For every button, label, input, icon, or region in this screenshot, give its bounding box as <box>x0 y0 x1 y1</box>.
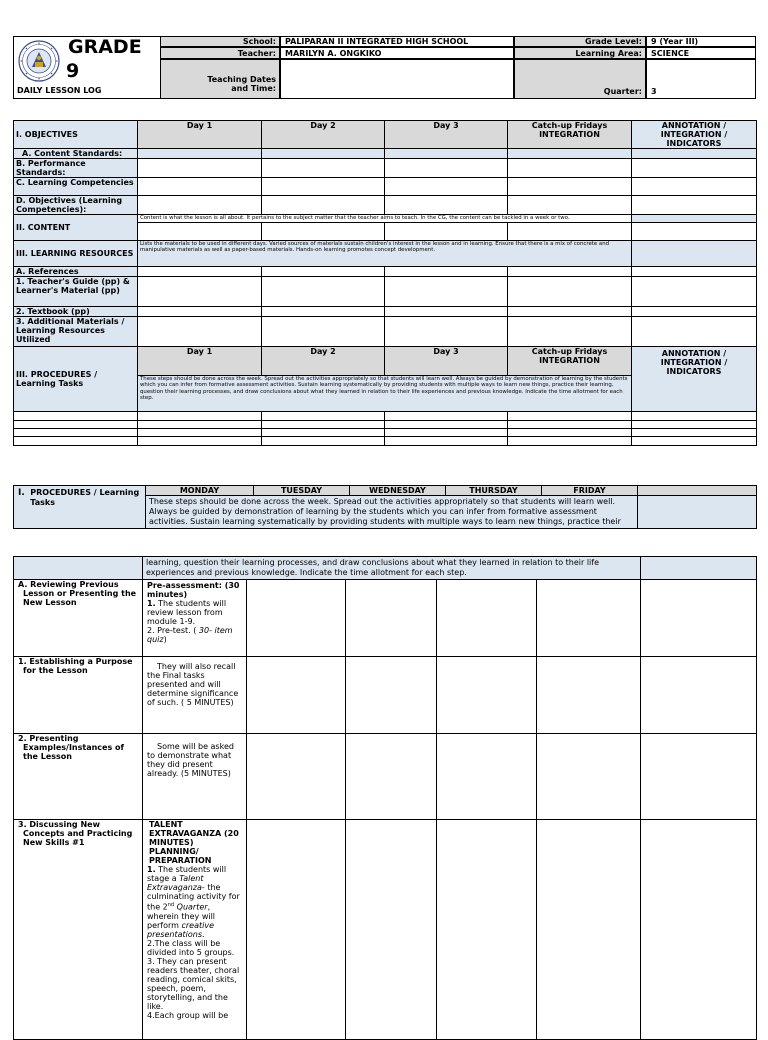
teacher-value: MARILYN A. ONGKIKO <box>285 49 382 58</box>
establishing-purpose-label: 1. Establishing a Purpose for the Lesson <box>14 657 143 734</box>
table-row <box>14 437 757 446</box>
talent-item-1-sup: nd <box>167 902 175 908</box>
table-row <box>14 580 757 657</box>
dates-value-cell <box>280 59 514 99</box>
table-row <box>14 215 757 223</box>
table-row <box>14 734 757 820</box>
reviewing-lesson-cell <box>143 580 247 657</box>
quarter-value-cell <box>646 59 756 99</box>
annotation-header: ANNOTATION / INTEGRATION / INDICATORS <box>632 121 757 149</box>
table-row <box>14 159 757 178</box>
quarter-label-cell <box>514 59 646 99</box>
wednesday-header: WEDNESDAY <box>350 486 446 496</box>
talent-item-1-number: 1. <box>147 865 156 874</box>
learning-area-label: Learning Area: <box>575 49 642 58</box>
table-row <box>14 149 757 159</box>
monday-header: MONDAY <box>146 486 254 496</box>
procedures-label-2 <box>14 486 146 529</box>
item-2-italic: 30- item quiz <box>147 626 233 644</box>
day2-header-2: Day 2 <box>262 347 385 376</box>
talent-item-1-italic-3: creative presentations <box>147 920 215 939</box>
learning-resources-label: III. LEARNING RESOURCES <box>14 241 138 267</box>
table-row <box>14 421 757 429</box>
talent-item-1 <box>147 865 242 939</box>
learning-area-label-cell <box>514 47 646 59</box>
day3-header-2: Day 3 <box>385 347 508 376</box>
table-row <box>14 347 757 376</box>
content-label: II. CONTENT <box>14 215 138 241</box>
talent-extravaganza-heading: TALENT EXTRAVAGANZA (20 MINUTES) PLANNING/ PREPARATION <box>149 820 239 865</box>
talent-item-1-c: , wherein they will perform <box>147 902 216 930</box>
deped-seal-icon <box>18 40 60 82</box>
talent-item-4: 4.Each group will be <box>147 1010 229 1020</box>
table-row <box>14 317 757 347</box>
daily-activities-table <box>13 556 757 1040</box>
talent-item-1-b: - the culminating activity for the 2 <box>147 883 240 912</box>
procedures-text: PROCEDURES / Learning Tasks <box>30 488 140 507</box>
procedures-label: III. PROCEDURES / Learning Tasks <box>14 347 138 412</box>
table-row <box>14 657 757 734</box>
friday-header: FRIDAY <box>542 486 638 496</box>
school-value: PALIPARAN II INTEGRATED HIGH SCHOOL <box>285 37 469 46</box>
table-row <box>14 196 757 215</box>
teacher-value-cell <box>280 47 514 59</box>
talent-item-3: 3. They can present readers theater, choral reading, comical skits, speech, poem, storytelling, and the like. <box>147 956 240 1011</box>
weekly-procedures-table <box>13 485 757 529</box>
grade-number: 9 <box>66 60 80 82</box>
objectives-heading-cell <box>14 121 138 149</box>
learning-competencies-label: C. Learning Competencies <box>14 178 138 196</box>
daily-lesson-log-title: DAILY LESSON LOG <box>17 86 102 95</box>
grade-level-label: Grade Level: <box>585 37 642 46</box>
dates-label-cell <box>160 59 280 99</box>
learning-area-value-cell <box>646 47 756 59</box>
table-row <box>14 412 757 421</box>
table-row <box>14 486 757 496</box>
item-1-number: 1. <box>147 599 156 608</box>
establishing-purpose-text: They will also recall the Final tasks presented and will determine significance of such. ( 5 MINUTES) <box>147 662 239 707</box>
table-row <box>14 307 757 317</box>
catchup-fridays-header-2: Catch-up Fridays INTEGRATION <box>508 347 632 376</box>
grade-level-value: 9 (Year III) <box>651 37 699 46</box>
teachers-guide-label: 1. Teacher's Guide (pp) & Learner's Material (pp) <box>14 277 138 307</box>
objectives-heading: I. OBJECTIVES <box>16 130 78 139</box>
learning-resources-note: Lists the materials to be used in different days. Varied sources of materials sustain children's interest in the lesson and in learning. Ensure that there is a mix of concrete and manipulative materials as well as paper-based materials. Hands-on learning promotes concept development. <box>138 241 632 267</box>
day1-header: Day 1 <box>138 121 262 149</box>
talent-item-1-a: The students will stage a <box>147 865 227 883</box>
additional-materials-label: 3. Additional Materials / Learning Resources Utilized <box>14 317 138 347</box>
table-row <box>14 178 757 196</box>
item-2-suffix: ) <box>163 635 167 644</box>
lesson-plan-table <box>13 120 757 446</box>
grade-level-value-cell <box>646 36 756 47</box>
procedures-numeral: I. <box>18 488 25 498</box>
procedures-note: These steps should be done across the week. Spread out the activities appropriately so that students will learn well. Always be guided by demonstration of learning by the students which you can infer from formative assessment activities. Sustain learning systematically by providing students with multiple ways to learn new things, practice their learning, question their learning processes, and draw conclusions about what they learned in relation to their life experiences and previous knowledge. Indicate the time allotment for each step. <box>138 376 632 412</box>
talent-item-1-italic-2: Quarter <box>174 902 208 912</box>
teacher-label: Teacher: <box>237 49 276 58</box>
school-label: School: <box>242 37 276 46</box>
reviewing-lesson-label: A. Reviewing Previous Lesson or Presenting the New Lesson <box>14 580 143 657</box>
learning-area-value: SCIENCE <box>651 49 690 58</box>
content-standards-label: A. Content Standards: <box>14 149 138 159</box>
item-2-prefix: 2. Pre-test. ( <box>147 626 199 635</box>
annotation-header-2: ANNOTATION / INTEGRATION / INDICATORS <box>632 347 757 412</box>
table-row <box>14 267 757 277</box>
talent-item-1-italic-1: Talent Extravaganza <box>147 874 204 892</box>
pre-assessment-item-2 <box>147 626 242 644</box>
dates-label: Teaching Dates and Time: <box>207 75 276 93</box>
grade-word: GRADE <box>68 36 142 58</box>
performance-standards-label: B. Performance Standards: <box>14 159 138 178</box>
talent-item-1-d: . <box>201 929 205 939</box>
pre-assessment-heading: Pre-assessment: (30 minutes) <box>147 581 240 599</box>
table-row <box>14 820 757 1040</box>
discussing-concepts-label: 3. Discussing New Concepts and Practicing New Skills #1 <box>14 820 143 1040</box>
day2-header: Day 2 <box>262 121 385 149</box>
textbook-label: 2. Textbook (pp) <box>14 307 138 317</box>
presenting-examples-label: 2. Presenting Examples/Instances of the Lesson <box>14 734 143 820</box>
school-label-cell <box>160 36 280 47</box>
item-1-text: The students will review lesson from module 1-9. <box>147 599 227 626</box>
table-row <box>14 121 757 149</box>
catchup-fridays-header: Catch-up Fridays INTEGRATION <box>508 121 632 149</box>
pre-assessment-item-1 <box>147 599 242 626</box>
objectives-d-label: D. Objectives (Learning Competencies): <box>14 196 138 215</box>
table-row <box>14 429 757 437</box>
quarter-value: 3 <box>651 87 657 96</box>
references-label: A. References <box>14 267 138 277</box>
table-row <box>14 241 757 267</box>
day3-header: Day 3 <box>385 121 508 149</box>
table-row <box>14 277 757 307</box>
content-note: Content is what the lesson is all about. It pertains to the subject matter that the teacher aims to teach. In the CG, the content can be tackled in a week or two. <box>138 215 632 223</box>
presenting-examples-text: Some will be asked to demonstrate what they did present already. (5 MINUTES) <box>147 742 234 778</box>
tuesday-header: TUESDAY <box>254 486 350 496</box>
school-value-cell <box>280 36 514 47</box>
day1-header-2: Day 1 <box>138 347 262 376</box>
quarter-label: Quarter: <box>603 87 642 96</box>
grade-level-label-cell <box>514 36 646 47</box>
teacher-label-cell <box>160 47 280 59</box>
talent-extravaganza-cell <box>143 820 247 1040</box>
table-row <box>14 557 757 580</box>
talent-item-2: 2.The class will be divided into 5 groups. <box>147 938 235 957</box>
thursday-header: THURSDAY <box>446 486 542 496</box>
procedures-note-continued: learning, question their learning processes, and draw conclusions about what they learned in relation to their life experiences and previous knowledge. Indicate the time allotment for each step. <box>143 557 641 580</box>
procedures-note-2: These steps should be done across the week. Spread out the activities appropriately so that students will learn well. Always be guided by demonstration of learning by the students which you can infer from formative assessment activities. Sustain learning systematically by providing students with multiple ways to learn new things, practice their <box>146 496 638 529</box>
